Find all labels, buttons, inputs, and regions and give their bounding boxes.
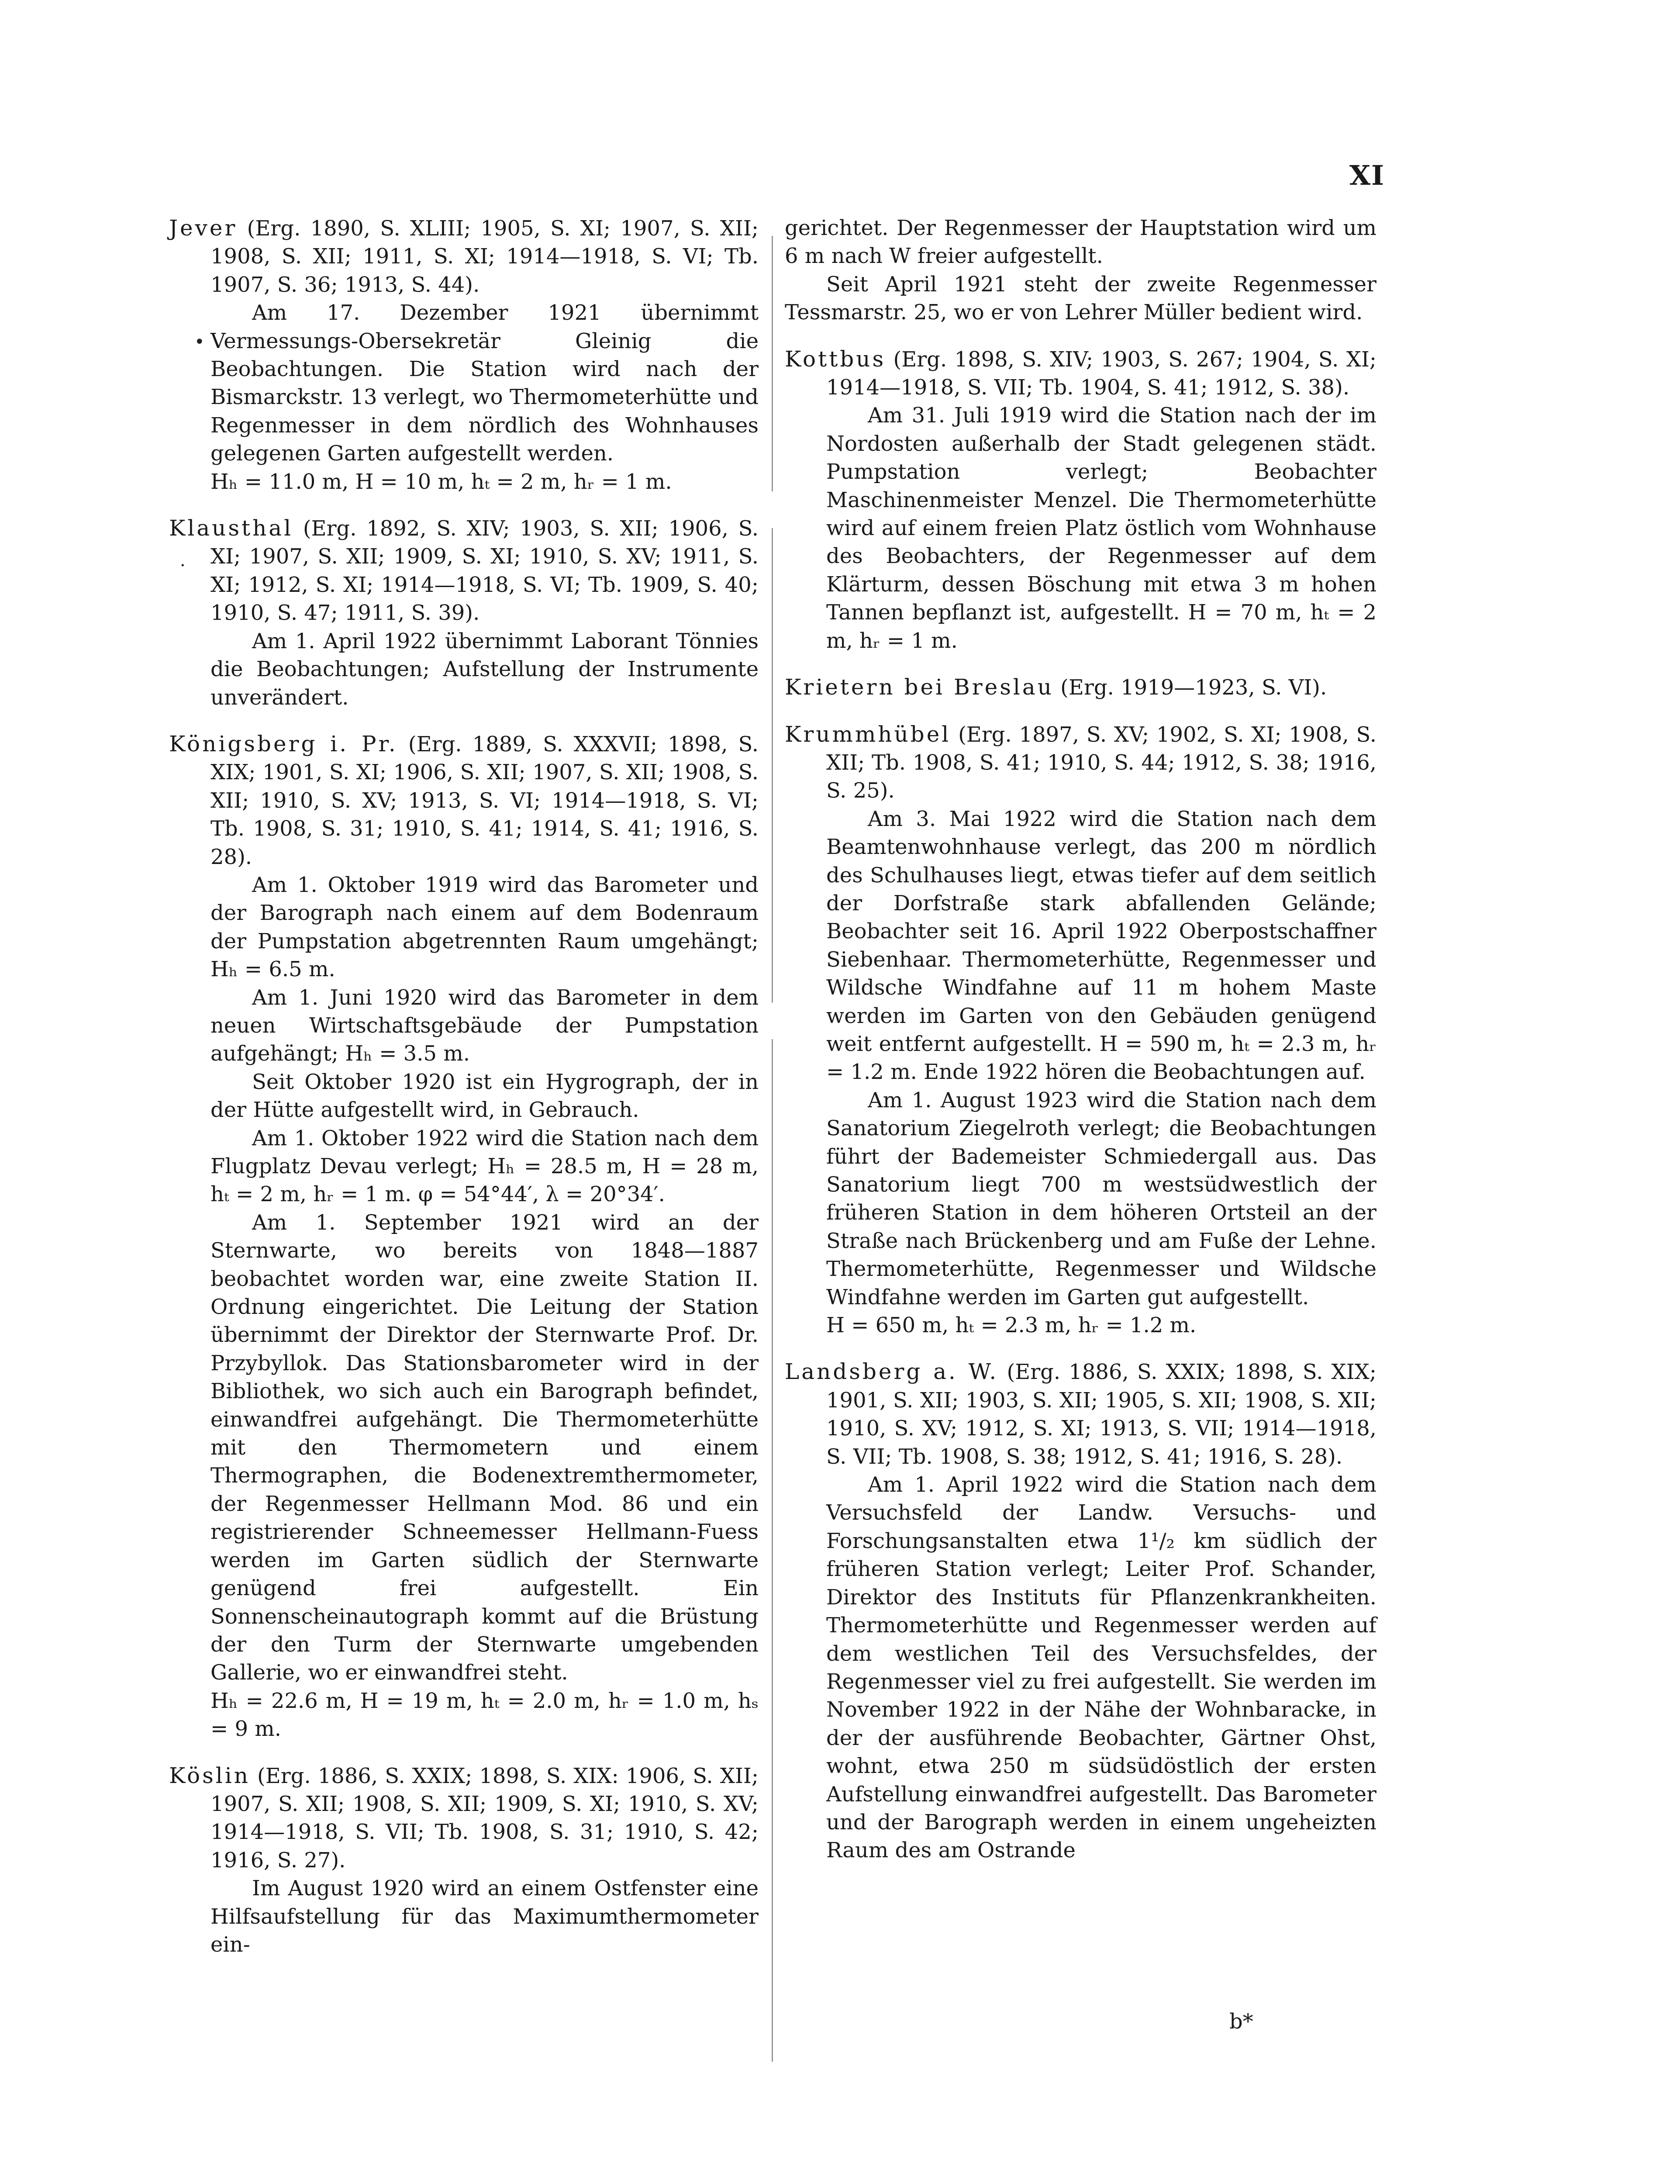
station-name: Kottbus [785, 346, 886, 372]
right-column [785, 214, 1376, 1865]
paragraph: Seit Oktober 1920 ist ein Hygrograph, der in der Hütte aufgestellt wird, in Gebrauch. [210, 1069, 759, 1123]
station-references: (Erg. 1898, S. XIV; 1903, S. 267; 1904, S. XI; 1914—1918, S. VII; Tb. 1904, S. 41; 1912, S. 38). [826, 347, 1376, 400]
station-references: (Erg. 1897, S. XV; 1902, S. XI; 1908, S. XII; Tb. 1908, S. 41; 1910, S. 44; 1912, S. 38; 1916, S. 25). [826, 722, 1376, 803]
entry-header [785, 673, 1376, 702]
station-name: Klausthal [169, 515, 293, 541]
paragraph: Am 3. Mai 1922 wird die Station nach dem Beamtenwohnhause verlegt, das 200 m nördlich des Schulhauses liegt, etwas tiefer auf dem seitlich der Dorfstraße stark abfallenden Gelände; Beobachter seit 16. April 1922 Oberpostschaffner Siebenhaar. Thermometerhütte, Regenmesser und Wildsche Windfahne auf 11 m hohem Maste werden im Garten von den Gebäuden genügend weit entfernt aufgestellt. H = 590 m, hₜ = 2.3 m, hᵣ = 1.2 m. Ende 1922 hören die Beobachtungen auf. [826, 806, 1376, 1085]
station-heights: H = 650 m, hₜ = 2.3 m, hᵣ = 1.2 m. [826, 1313, 1197, 1338]
entry-header [169, 214, 759, 299]
paragraph: Am 1. Oktober 1919 wird das Barometer und der Barograph nach einem auf dem Bodenraum der Pumpstation abgetrennten Raum umgehängt; Hₕ = 6.5 m. [210, 872, 759, 982]
signature-mark: b* [1229, 2009, 1253, 2034]
entry-header [785, 1358, 1376, 1471]
station-references: (Erg. 1889, S. XXXVII; 1898, S. XIX; 1901, S. XI; 1906, S. XII; 1907, S. XII; 1908, S. XII; 1910, S. XV; 1913, S. VI; 1914—1918, S. VI; Tb. 1908, S. 31; 1910, S. 41; 1914, S. 41; 1916, S. 28). [210, 732, 759, 869]
station-references: (Erg. 1919—1923, S. VI). [1060, 675, 1327, 700]
entry-krietern [785, 673, 1376, 702]
entry-klausthal [169, 514, 759, 712]
paragraph: Im August 1920 wird an einem Ostfenster eine Hilfsaufstellung für das Maximumthermometer ein- [210, 1876, 759, 1957]
entry-header [785, 345, 1376, 402]
station-name: Krietern bei Breslau [785, 674, 1054, 700]
ink-speck-icon: • [194, 332, 205, 352]
entry-koenigsberg [169, 730, 759, 1743]
station-name: Köslin [169, 1762, 250, 1788]
paragraph: Am 1. August 1923 wird die Station nach dem Sanatorium Ziegelroth verlegt; die Beobachtungen führt der Bademeister Schmiedergall aus. Das Sanatorium liegt 700 m westsüdwestlich der früheren Station in dem höheren Ortsteil an der Straße nach Brückenberg und am Fuße der Lehne. Thermometerhütte, Regenmesser und Wildsche Windfahne werden im Garten gut aufgestellt. [826, 1088, 1376, 1310]
paragraph: Am 1. April 1922 übernimmt Laborant Tönnies die Beobachtungen; Aufstellung der Instrumente unverändert. [210, 629, 759, 710]
station-name: Landsberg a. W. [785, 1359, 999, 1385]
entry-kottbus [785, 345, 1376, 655]
entry-krummhuebel [785, 720, 1376, 1340]
column-divider [772, 236, 773, 2062]
paragraph: Am 1. Juni 1920 wird das Barometer in dem neuen Wirtschaftsgebäude der Pumpstation aufgehängt; Hₕ = 3.5 m. [210, 985, 759, 1066]
station-name: Jever [169, 215, 238, 241]
paragraph: Am 1. September 1921 wird an der Sternwarte, wo bereits von 1848—1887 beobachtet worden war, eine zweite Station II. Ordnung eingerichtet. Die Leitung der Station übernimmt der Direktor der Sternwarte Prof. Dr. Przybyllok. Das Stationsbarometer wird in der Bibliothek, wo sich auch ein Barograph befindet, einwandfrei aufgehängt. Die Thermometerhütte mit den Thermometern und einem Thermographen, die Bodenextremthermometer, der Regenmesser Hellmann Mod. 86 und ein registrierender Schneemesser Hellmann-Fuess werden im Garten südlich der Sternwarte genügend frei aufgestellt. Ein Sonnenscheinautograph kommt auf die Brüstung der den Turm der Sternwarte umgebenden Gallerie, wo er einwandfrei steht. [210, 1210, 759, 1685]
left-column [169, 214, 759, 1959]
paragraph: Seit April 1921 steht der zweite Regenmesser Tessmarstr. 25, wo er von Lehrer Müller bedient wird. [785, 272, 1376, 325]
paragraph: Am 1. Oktober 1922 wird die Station nach dem Flugplatz Devau verlegt; Hₕ = 28.5 m, H = 28 m, hₜ = 2 m, hᵣ = 1 m. φ = 54°44′, λ = 20°34′. [210, 1126, 759, 1207]
entry-landsberg [785, 1358, 1376, 1864]
station-heights: Hₕ = 11.0 m, H = 10 m, hₜ = 2 m, hᵣ = 1 m. [210, 469, 672, 494]
station-references: (Erg. 1890, S. XLIII; 1905, S. XI; 1907, S. XII; 1908, S. XII; 1911, S. XI; 1914—1918, S. VI; Tb. 1907, S. 36; 1913, S. 44). [210, 216, 759, 297]
entry-header [169, 730, 759, 871]
paragraph: Am 31. Juli 1919 wird die Station nach der im Nordosten außerhalb der Stadt gelegenen städt. Pumpstation verlegt; Beobachter Maschinenmeister Menzel. Die Thermometerhütte wird auf einem freien Platz östlich vom Wohnhause des Beobachters, der Regenmesser auf dem Klärturm, dessen Böschung mit etwa 3 m hohen Tannen bepflanzt ist, aufgestellt. H = 70 m, hₜ = 2 m, hᵣ = 1 m. [826, 403, 1376, 653]
station-references: (Erg. 1886, S. XXIX; 1898, S. XIX: 1906, S. XII; 1907, S. XII; 1908, S. XII; 1909, S. XI; 1910, S. XV; 1914—1918, S. VII; Tb. 1908, S. 31; 1910, S. 42; 1916, S. 27). [210, 1763, 759, 1873]
page-number: XI [1349, 159, 1385, 191]
paragraph: gerichtet. Der Regenmesser der Hauptstation wird um 6 m nach W freier aufgestellt. [785, 216, 1376, 269]
entry-continuation [785, 214, 1376, 327]
station-name: Krummhübel [785, 721, 951, 747]
entry-header [169, 1762, 759, 1875]
paragraph: Am 17. Dezember 1921 übernimmt Vermessungs-Obersekretär Gleinig die Beobachtungen. Die Station wird nach der Bismarckstr. 13 verlegt, wo Thermometerhütte und Regenmesser in dem nördlich des Wohnhauses gelegenen Garten aufgestellt werden. [210, 301, 759, 466]
paragraph: Am 1. April 1922 wird die Station nach dem Versuchsfeld der Landw. Versuchs- und Forschungsanstalten etwa 1¹/₂ km südlich der früheren Station verlegt; Leiter Prof. Schander, Direktor des Instituts für Pflanzenkrankheiten. Thermometerhütte und Regenmesser werden auf dem westlichen Teil des Versuchsfeldes, der Regenmesser viel zu frei aufgestellt. Sie werden im November 1922 in der Nähe der Wohnbaracke, in der der ausführende Beobachter, Gärtner Ohst, wohnt, etwa 250 m südsüdöstlich der ersten Aufstellung einwandfrei aufgestellt. Das Barometer und der Barograph werden in einem ungeheizten Raum des am Ostrande [826, 1472, 1376, 1863]
entry-header [169, 514, 759, 627]
station-references: (Erg. 1892, S. XIV; 1903, S. XII; 1906, S. XI; 1907, S. XII; 1909, S. XI; 1910, S. XV; 1911, S. XI; 1912, S. XI; 1914—1918, S. VI; Tb. 1909, S. 40; 1910, S. 47; 1911, S. 39). [210, 516, 759, 625]
station-heights: Hₕ = 22.6 m, H = 19 m, hₜ = 2.0 m, hᵣ = 1.0 m, hₛ = 9 m. [210, 1688, 759, 1742]
station-name: Königsberg i. Pr. [169, 731, 398, 757]
station-references: (Erg. 1886, S. XXIX; 1898, S. XIX; 1901, S. XII; 1903, S. XII; 1905, S. XII; 1908, S. XII; 1910, S. XV; 1912, S. XI; 1913, S. VII; 1914—1918, S. VII; Tb. 1908, S. 38; 1912, S. 41; 1916, S. 28). [826, 1360, 1377, 1469]
entry-header [785, 720, 1376, 805]
entry-koeslin [169, 1762, 759, 1959]
ink-speck-icon: · [180, 556, 186, 576]
entry-jever [169, 214, 759, 496]
